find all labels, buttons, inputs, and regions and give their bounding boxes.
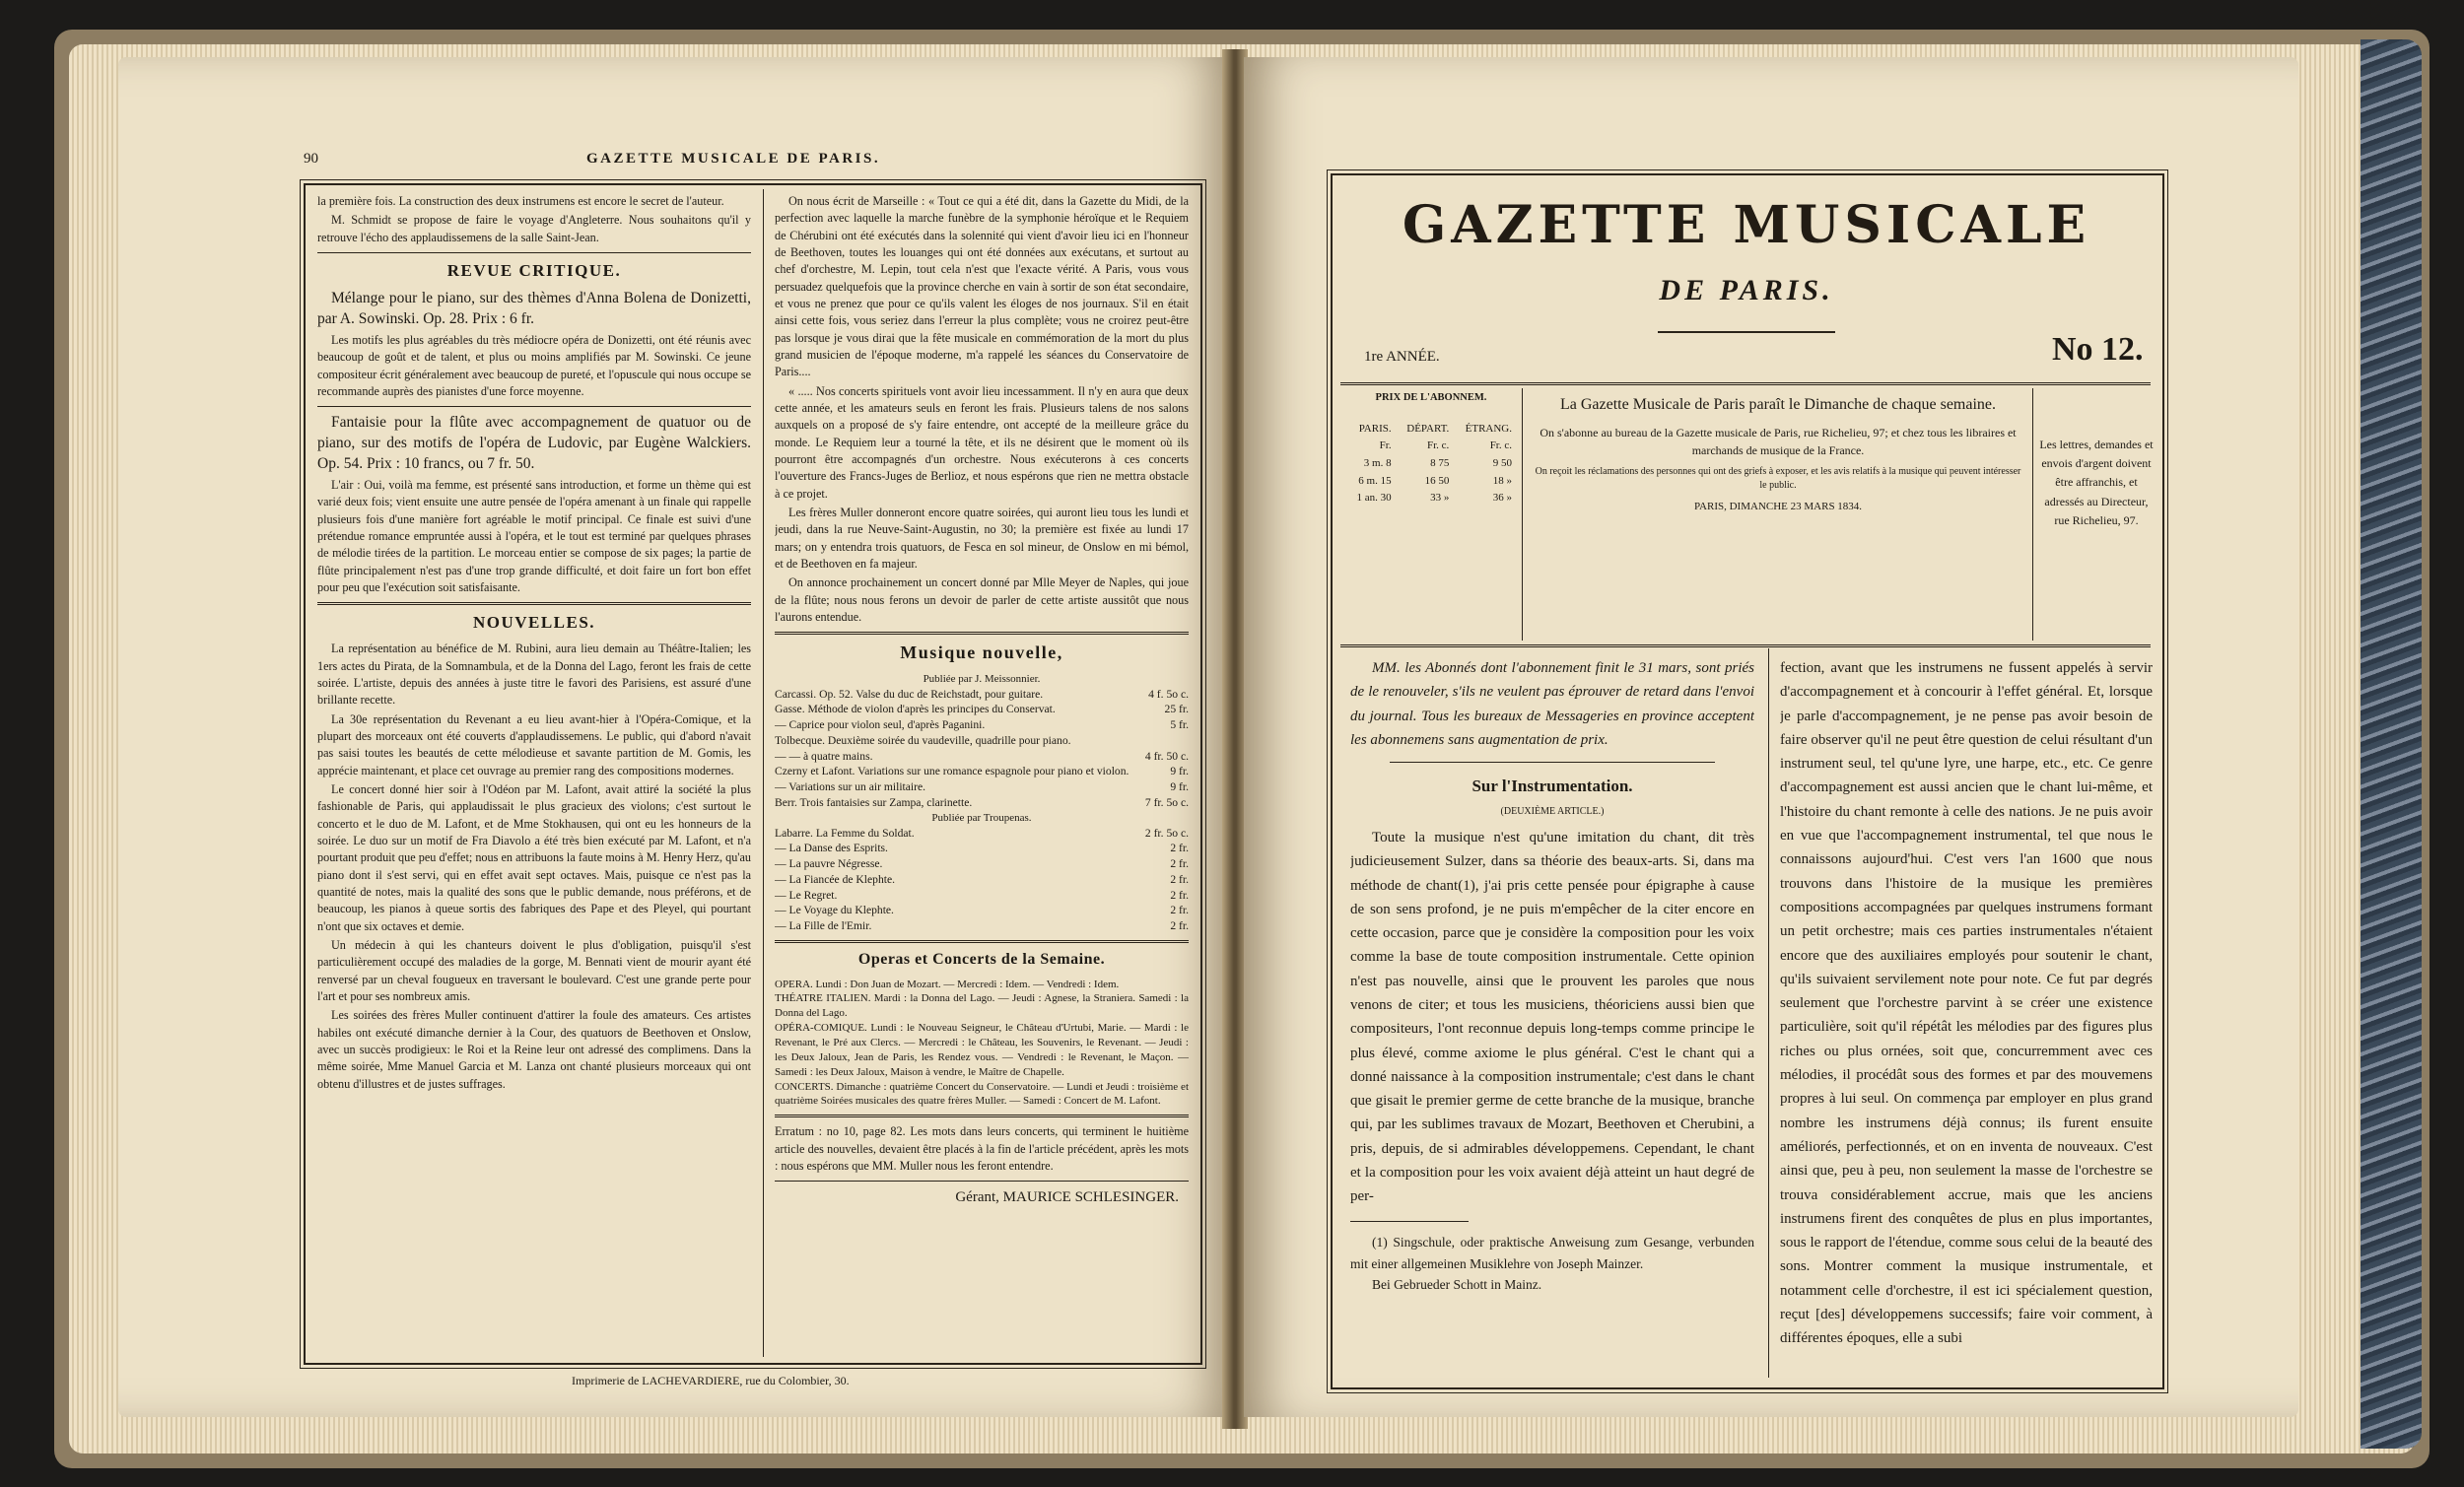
- article-continuation: fection, avant que les instrumens ne fussent appelés à servir d'accompagnement et à concourir à l'effet général. Et, lorsque je parle d'accompagnement, je ne pense pas avoir besoin de faire observer qu'il ne peut être question de celui résultant d'un instrument seul, tel qu'une lyre, une harpe, etc., etc. Ce genre d'accompagnement est aussi ancien que le chant lui-même, et l'histoire du chant remonte à celle des nations. Je ne puis avoir en vue que l'accompagnement instrumental, tel que nous le connaissons aujourd'hui. C'est vers l'an 1600 que nous trouvons dans l'histoire de la musique les premières compositions accompagnées par quelques instrumens formant un petit orchestre; mais ces parties instrumentales n'étaient encore que des auxiliaires employés pour soutenir le chant, qu'ils suivaient servilement note pour note. Ce fut par degrés seulement que l'orchestre parvint à se créer une existence particulière, soit qu'il répétât les mélodies par des figures plus riches ou plus ornées, soit que, concurremment avec ces mélodies, il procédât sous des formes et par des mouvemens propres à lui seul. On commença par employer en plus grand nombre les instrumens déjà connus; ils furent ensuite améliorés, perfectionnés, et on en inventa de nouveaux. C'est ainsi que, peu à peu, non seulement la masse de l'orchestre se trouva considérablement accrue, mais que les anciens instrumens firent des conquêtes de plus en plus importantes, sous le rapport de l'étendue, comme sous celui de la beauté des sons. Montrer comment la musique instrumentale, et notamment celle d'orchestre, il est ici spécialement question, reçut [des] développemens successifs; faire voir comment, à différentes époques, elle a subi: [1780, 660, 2153, 1347]
- musique-list: [775, 687, 1189, 934]
- list-cell: 4 fr. 50 c.: [1144, 749, 1189, 763]
- letters-notice: Les lettres, demandes et envois d'argent doivent être affranchis, et adressés au Directeur, rue Richelieu, 97.: [2039, 438, 2154, 527]
- list-cell: Labarre. La Femme du Soldat.: [775, 826, 915, 840]
- meyer-text: On annonce prochainement un concert donné par Mlle Meyer de Naples, qui joue de la flûte; nous nous ferons un devoir de parler de cette artiste aussitôt que nous l'aurons entendue.: [775, 575, 1189, 624]
- table-row: [1346, 421, 1516, 439]
- right-column-1: [1350, 656, 1754, 1376]
- table-row: [1346, 455, 1516, 473]
- list-cell: 9 fr.: [1170, 765, 1189, 778]
- rule: [317, 252, 751, 253]
- footnote: (1) Singschule, oder praktische Anweisung zum Gesange, verbunden mit einer allgemeinen Musiklehre von Joseph Mainzer.: [1350, 1234, 1754, 1271]
- rule: [1390, 762, 1715, 763]
- list-cell: — — à quatre mains.: [775, 749, 873, 763]
- divider: [1522, 388, 1523, 641]
- article-title: Sur l'Instrumentation.: [1472, 777, 1633, 796]
- nouvelle-item: Le concert donné hier soir à l'Odéon par M. Lafont, avait attiré la société la plus fashionable de Paris, qui applaudissait le plus gracieux des violons; c'est surtout le concerto et le duo de M. Lafont, et de Mme Stokhausen, qui ont eu les honneurs de la soirée. Le duo sur un motif de Fra Diavolo a été très bien exécuté par M. Lafont, et n'a pourtant produit que peu d'effet; nous en attribuons la faute moins à M. Henry Herz, qu'au piano dont il s'est servi, qui en effet avait sept octaves. Mais, puisque ce n'est pas la quantité de notes, mais la qualité des sons que le public demande, nous préférons, et de beaucoup, les pianos à queue sortis des fabriques des Pape et des Pleyel, qui pourtant n'ont que six octaves et demie.: [317, 782, 751, 933]
- list-item: [775, 826, 1189, 842]
- list-item: [775, 764, 1189, 779]
- revue-critique-heading: REVUE CRITIQUE.: [446, 260, 622, 280]
- nouvelle-item: Un médecin à qui les chanteurs doivent le plus d'obligation, puisqu'il s'est particulièrement occupé des maladies de la gorge, M. Bennati vient de mourir ayant été renversé par un cheval fougueux en traversant le boulevard. C'est une grande perte pour l'art et pour ses nombreux amis.: [317, 938, 751, 1004]
- concerts-text: « ..... Nos concerts spirituels vont avoir lieu incessamment. Il n'y en aura que deux cette année, et les amateurs seuls en feront les frais. Plusieurs talens de nos salons auxquels on a proposé de s'y faire entendre, ont accepté de la meilleure grâce du monde. Le Requiem leur a tourné la tête, et ils ne désirent que le moment où ils pourront être accompagnés d'un orchestre. Nous exécuterons à ces concerts l'ouverture des Francs-Juges de Berlioz, et nous espérons que rien ne mettra obstacle à ce projet.: [775, 383, 1189, 501]
- list-item: [775, 872, 1189, 888]
- gerant-signature: Gérant, MAURICE SCHLESINGER.: [955, 1189, 1179, 1206]
- dateline: PARIS, DIMANCHE 23 MARS 1834.: [1693, 501, 1863, 513]
- list-cell: — Caprice pour violon seul, d'après Paganini.: [775, 718, 986, 732]
- list-item: [775, 918, 1189, 934]
- revue-item-1: Mélange pour le piano, sur des thèmes d'Anna Bolena de Donizetti, par A. Sowinski. Op. 28. Prix : 6 fr.: [317, 290, 751, 328]
- notice-main: La Gazette Musicale de Paris paraît le Dimanche de chaque semaine.: [1559, 396, 1997, 413]
- list-item: CONCERTS. Dimanche : quatrième Concert du Conservatoire. — Lundi et Jeudi : troisième et quatrième Soirées musicales des quatre frères Muller. — Samedi : Concert de M. Lafont.: [775, 1080, 1189, 1108]
- left-page: [118, 57, 1232, 1417]
- list-cell: — Variations sur un air militaire.: [775, 780, 926, 794]
- erratum-text: Erratum : no 10, page 82. Les mots dans leurs concerts, qui terminent le huitième article des nouvelles, devaient être placés à la fin de l'article précédent, après les mots : nous espérons que MM. Muller nous les feront entendre.: [775, 1124, 1189, 1173]
- list-item: THÉATRE ITALIEN. Mardi : la Donna del Lago. — Jeudi : Agnese, la Straniera. Samedi : la Donna del Lago.: [775, 992, 1189, 1020]
- table-cell: Fr. c.: [1489, 439, 1512, 452]
- muller-text: Les frères Muller donneront encore quatre soirées, qui auront lieu tous les lundi et jeudi, dans la rue Neuve-Saint-Augustin, no 30; la première est fixée au lundi 17 mars; on y entendra trois quatuors, de Fesca en sol mineur, de Onslow en mi bémol, et de Beethoven en fa majeur.: [775, 505, 1189, 571]
- footnote-rule: [1350, 1221, 1469, 1222]
- operas-heading: Operas et Concerts de la Semaine.: [857, 950, 1106, 968]
- list-item: [775, 733, 1189, 749]
- list-cell: 25 fr.: [1164, 703, 1189, 716]
- double-rule: [775, 1115, 1189, 1117]
- ornament-rule: [1658, 331, 1835, 333]
- list-item: [775, 702, 1189, 717]
- notice-small: On reçoit les réclamations des personnes qui ont des griefs à exposer, et les avis relatifs à la musique qui peuvent intéresser le public.: [1535, 466, 2021, 492]
- table-cell: ÉTRANG.: [1465, 422, 1512, 435]
- list-item: [775, 749, 1189, 765]
- marbled-cover: [2361, 39, 2422, 1449]
- list-cell: — La Danse des Esprits.: [775, 842, 888, 855]
- list-cell: 4 f. 5o c.: [1148, 687, 1189, 701]
- list-cell: — Le Voyage du Klephte.: [775, 904, 894, 917]
- list-item: [775, 779, 1189, 795]
- list-cell: Czerny et Lafont. Variations sur une romance espagnole pour piano et violon.: [775, 765, 1129, 778]
- nouvelle-item: La représentation au bénéfice de M. Rubini, aura lieu demain au Théâtre-Italien; les 1ers actes du Pirata, de la Somnambula, et de la Donna del Lago, feront les frais de cette soirée. L'artiste, depuis des années à juste titre le favori des Parisiens, est assuré d'une brillante recette.: [317, 642, 751, 708]
- revue-item-2: Fantaisie pour la flûte avec accompagnement de quatuor ou de piano, sur des motifs de l'opéra de Ludovic, par Eugène Walckiers. Op. 54. Prix : 10 francs, ou 7 fr. 50.: [317, 414, 751, 473]
- masthead-subtitle: DE PARIS.: [1659, 274, 1834, 306]
- schmidt-text: M. Schmidt se propose de faire le voyage d'Angleterre. Nous souhaitons qu'il y retrouve l'écho des applaudissemens de la salle Saint-Jean.: [317, 213, 751, 244]
- notice-sub: On s'abonne au bureau de la Gazette musicale de Paris, rue Richelieu, 97; et chez tous les libraires et marchands de musique de la France.: [1540, 426, 2017, 458]
- annee: 1re ANNÉE.: [1364, 349, 1440, 365]
- subscription-title: PRIX DE L'ABONNEM.: [1375, 392, 1487, 403]
- table-cell: 3 m. 8: [1363, 456, 1392, 469]
- right-column-2: [1780, 656, 2153, 1376]
- list-cell: 2 fr.: [1170, 872, 1189, 886]
- list-cell: Tolbecque. Deuxième soirée du vaudeville, quadrille pour piano.: [775, 733, 1071, 747]
- page-number: 90: [304, 151, 318, 167]
- double-rule: [1340, 644, 2151, 647]
- table-row: [1346, 490, 1516, 507]
- publisher-troupenas: Publiée par Troupenas.: [931, 811, 1032, 824]
- list-item: [775, 795, 1189, 811]
- list-cell: 7 fr. 5o c.: [1144, 795, 1189, 809]
- nouvelles-heading: NOUVELLES.: [472, 613, 596, 633]
- double-rule: [317, 602, 751, 605]
- marseille-text: On nous écrit de Marseille : « Tout ce qui a été dit, dans la Gazette du Midi, de la perfection avec laquelle la marche funèbre de la symphonie héroïque et le Requiem de Chérubini ont été exécutés dans la solennité qui vient d'avoir lieu ici en l'honneur de Beethoven, toutes les louanges qui ont été données aux exécutans, et surtout au chef d'orchestre, M. Lepin, tout cela n'est que l'exacte vérité. A Paris, vous vous persuadez quelquefois que la province cherche en vain à sortir de son état secondaire, et vous ne prenez que pour ce qu'ils valent les éloges de nos journaux. S'il en était ainsi cette fois, vous seriez dans l'erreur la plus complète; vous ne croirez peut-être pas lorsque je vous dirai que la fête musicale en commémoration de la mort du plus grand musicien de l'époque moderne, m'a rappelé les séances du Conservatoire de Paris....: [775, 194, 1189, 379]
- list-cell: 2 fr.: [1170, 919, 1189, 933]
- nouvelle-item: Les soirées des frères Muller continuent d'attirer la foule des amateurs. Ces artistes habiles ont exécuté dimanche dernier à la Cour, des quatuors de Beethoven et Onslow, avec un succès prodigieux: le Roi et la Reine leur ont adressé des complimens. Dans la même soirée, Mme Manuel Garcia et M. Lanza ont chanté plusieurs morceaux qui ont obtenu d'illustres et de justes suffrages.: [317, 1008, 751, 1091]
- nouvelle-item: La 30e représentation du Revenant a eu lieu avant-hier à l'Opéra-Comique, et la plupart des morceaux ont été couverts d'applaudissemens. Le public, qui d'abord n'avait pas saisi toutes les beautés de cette mélodieuse et savante partition de M. Gomis, les apprécie maintenant, et place cet ouvrage au premier rang des compositions modernes.: [317, 711, 751, 777]
- list-cell: Berr. Trois fantaisies sur Zampa, clarinette.: [775, 795, 973, 809]
- list-item: [775, 856, 1189, 872]
- left-column-2: [775, 193, 1189, 1356]
- revue-text-2: L'air : Oui, voilà ma femme, est présenté sans introduction, et forme un thème qui est varié deux fois; vient ensuite une autre pensée de l'opéra amenant à un finale qui rappelle plusieurs fois d'une manière fort agréable le motif principal. Ce finale est suivi d'une prétendue romance empruntée aussi à l'opéra, et le tout est terminé par quelques phrases de mélodie tirées de la partition. Le morceau entier se compose de six pages; la partie de flûte principalement n'est pas d'une trop grande difficulté, et doit faire un fort bon effet pour peu que l'exécution soit satisfaisante.: [317, 478, 751, 594]
- table-cell: 8 75: [1430, 456, 1450, 469]
- running-head: GAZETTE MUSICALE DE PARIS.: [586, 151, 881, 167]
- double-rule: [775, 940, 1189, 943]
- article-text: Toute la musique n'est qu'une imitation du chant, dit très judicieusement Sulzer, dans sa théorie des beaux-arts. Si, dans ma méthode de chant(1), j'ai pris cette pensée pour épigraphe à cause de son sens profond, je ne puis m'empêcher de la citer encore en cette occasion, parce que je considère la composition pour les voix comme la base de toute composition instrumentale. Cette opinion n'est pas nouvelle, ainsi que le prouvent les paroles que nous venons de citer; et tous les musiciens, théoriciens aussi bien que compositeurs, l'ont reconnue depuis long-temps comme principe le plus élevé, comme axiome le plus général. C'est le chant qui a donné naissance à la composition instrumentale; c'est dans le chant que gisait le premier germe de cette branche de la musique, branche qui, par les sublimes travaux de Mozart, Beethoven et Cherubini, a pris, depuis, de si admirables développemens. Cependant, le chant et la composition pour les voix avaient déjà atteint un haut degré de per-: [1350, 829, 1754, 1205]
- list-item: OPÉRA-COMIQUE. Lundi : le Nouveau Seigneur, le Château d'Urtubi, Marie. — Mardi : le Revenant, le Pré aux Clercs. — Mercredi : le Château, les Souvenirs, le Revenant. — Jeudi : les Deux Jaloux, Jean de Paris, les Rendez vous. — Vendredi : le Revenant, le Maçon. — Samedi : les Deux Jaloux, Maison à vendre, le Maître de Chapelle.: [775, 1022, 1189, 1078]
- rule: [775, 1181, 1189, 1182]
- table-cell: Fr. c.: [1427, 439, 1450, 452]
- list-cell: Carcassi. Op. 52. Valse du duc de Reichstadt, pour guitare.: [775, 687, 1044, 701]
- notice-block: [1532, 394, 2024, 512]
- double-rule: [1340, 382, 2151, 385]
- imprint: Imprimerie de LACHEVARDIERE, rue du Colombier, 30.: [572, 1374, 850, 1387]
- list-cell: 5 fr.: [1170, 718, 1189, 732]
- list-item: [775, 717, 1189, 733]
- list-cell: 2 fr.: [1170, 842, 1189, 855]
- subscription-box: [1346, 390, 1516, 507]
- issue-number: No 12.: [2052, 331, 2144, 368]
- masthead-title: GAZETTE MUSICALE: [1402, 195, 2091, 255]
- table-cell: 9 50: [1492, 456, 1512, 469]
- table-cell: 16 50: [1424, 474, 1450, 487]
- table-row: [1346, 473, 1516, 491]
- column-divider: [763, 189, 764, 1357]
- list-cell: 2 fr.: [1170, 857, 1189, 871]
- table-cell: 36 »: [1492, 492, 1512, 505]
- divider: [2032, 388, 2033, 641]
- footnote-publisher: Bei Gebrueder Schott in Mainz.: [1372, 1277, 1542, 1293]
- table-cell: Fr.: [1379, 439, 1392, 452]
- list-item: OPERA. Lundi : Don Juan de Mozart. — Mercredi : Idem. — Vendredi : Idem.: [775, 978, 1120, 990]
- list-cell: 2 fr.: [1170, 904, 1189, 917]
- list-cell: — La Fille de l'Emir.: [775, 919, 872, 933]
- table-cell: DÉPART.: [1406, 422, 1450, 435]
- list-cell: 2 fr. 5o c.: [1144, 826, 1189, 840]
- article-subtitle: (DEUXIÈME ARTICLE.): [1500, 805, 1605, 817]
- left-column-1: [317, 193, 751, 1356]
- publisher-meissonnier: Publiée par J. Meissonnier.: [923, 672, 1041, 685]
- revue-text-1: Les motifs les plus agréables du très médiocre opéra de Donizetti, ont été réunis avec beaucoup de goût et de talent, et plus ou moins amplifiés par M. Sowinski. Ce jeune compositeur écrit généralement avec beaucoup de pureté, et l'opuscule qui nous occupe se recommande auprès des pianistes d'une force moyenne.: [317, 332, 751, 398]
- list-item: [775, 903, 1189, 918]
- table-cell: 33 »: [1430, 492, 1450, 505]
- abonnes-notice: MM. les Abonnés dont l'abonnement finit le 31 mars, sont priés de le renouveler, s'ils ne veulent pas éprouver de retard dans l'envoi du journal. Tous les bureaux de Messageries en province acceptent les abonnemens sans augmentation de prix.: [1350, 660, 1754, 748]
- subscription-table: [1346, 421, 1516, 507]
- list-cell: Gasse. Méthode de violon d'après les principes du Conservat.: [775, 703, 1056, 716]
- operas-list: [775, 978, 1189, 1110]
- list-item: [775, 888, 1189, 904]
- right-page: [1244, 57, 2298, 1417]
- double-rule: [775, 632, 1189, 635]
- rule: [317, 406, 751, 407]
- list-cell: — La pauvre Négresse.: [775, 857, 883, 871]
- continuation-text: la première fois. La construction des deux instrumens est encore le secret de l'auteur.: [317, 194, 724, 208]
- musique-nouvelle-heading: Musique nouvelle,: [900, 642, 1063, 663]
- list-cell: 9 fr.: [1170, 780, 1189, 794]
- table-cell: 6 m. 15: [1358, 474, 1392, 487]
- list-cell: — Le Regret.: [775, 888, 838, 902]
- table-cell: 1 an. 30: [1356, 492, 1392, 505]
- list-item: [775, 841, 1189, 856]
- list-cell: 2 fr.: [1170, 888, 1189, 902]
- table-cell: PARIS.: [1358, 422, 1392, 435]
- table-row: [1346, 438, 1516, 455]
- list-item: [775, 687, 1189, 703]
- column-divider: [1768, 648, 1769, 1378]
- list-cell: — La Fiancée de Klephte.: [775, 872, 896, 886]
- table-cell: 18 »: [1492, 474, 1512, 487]
